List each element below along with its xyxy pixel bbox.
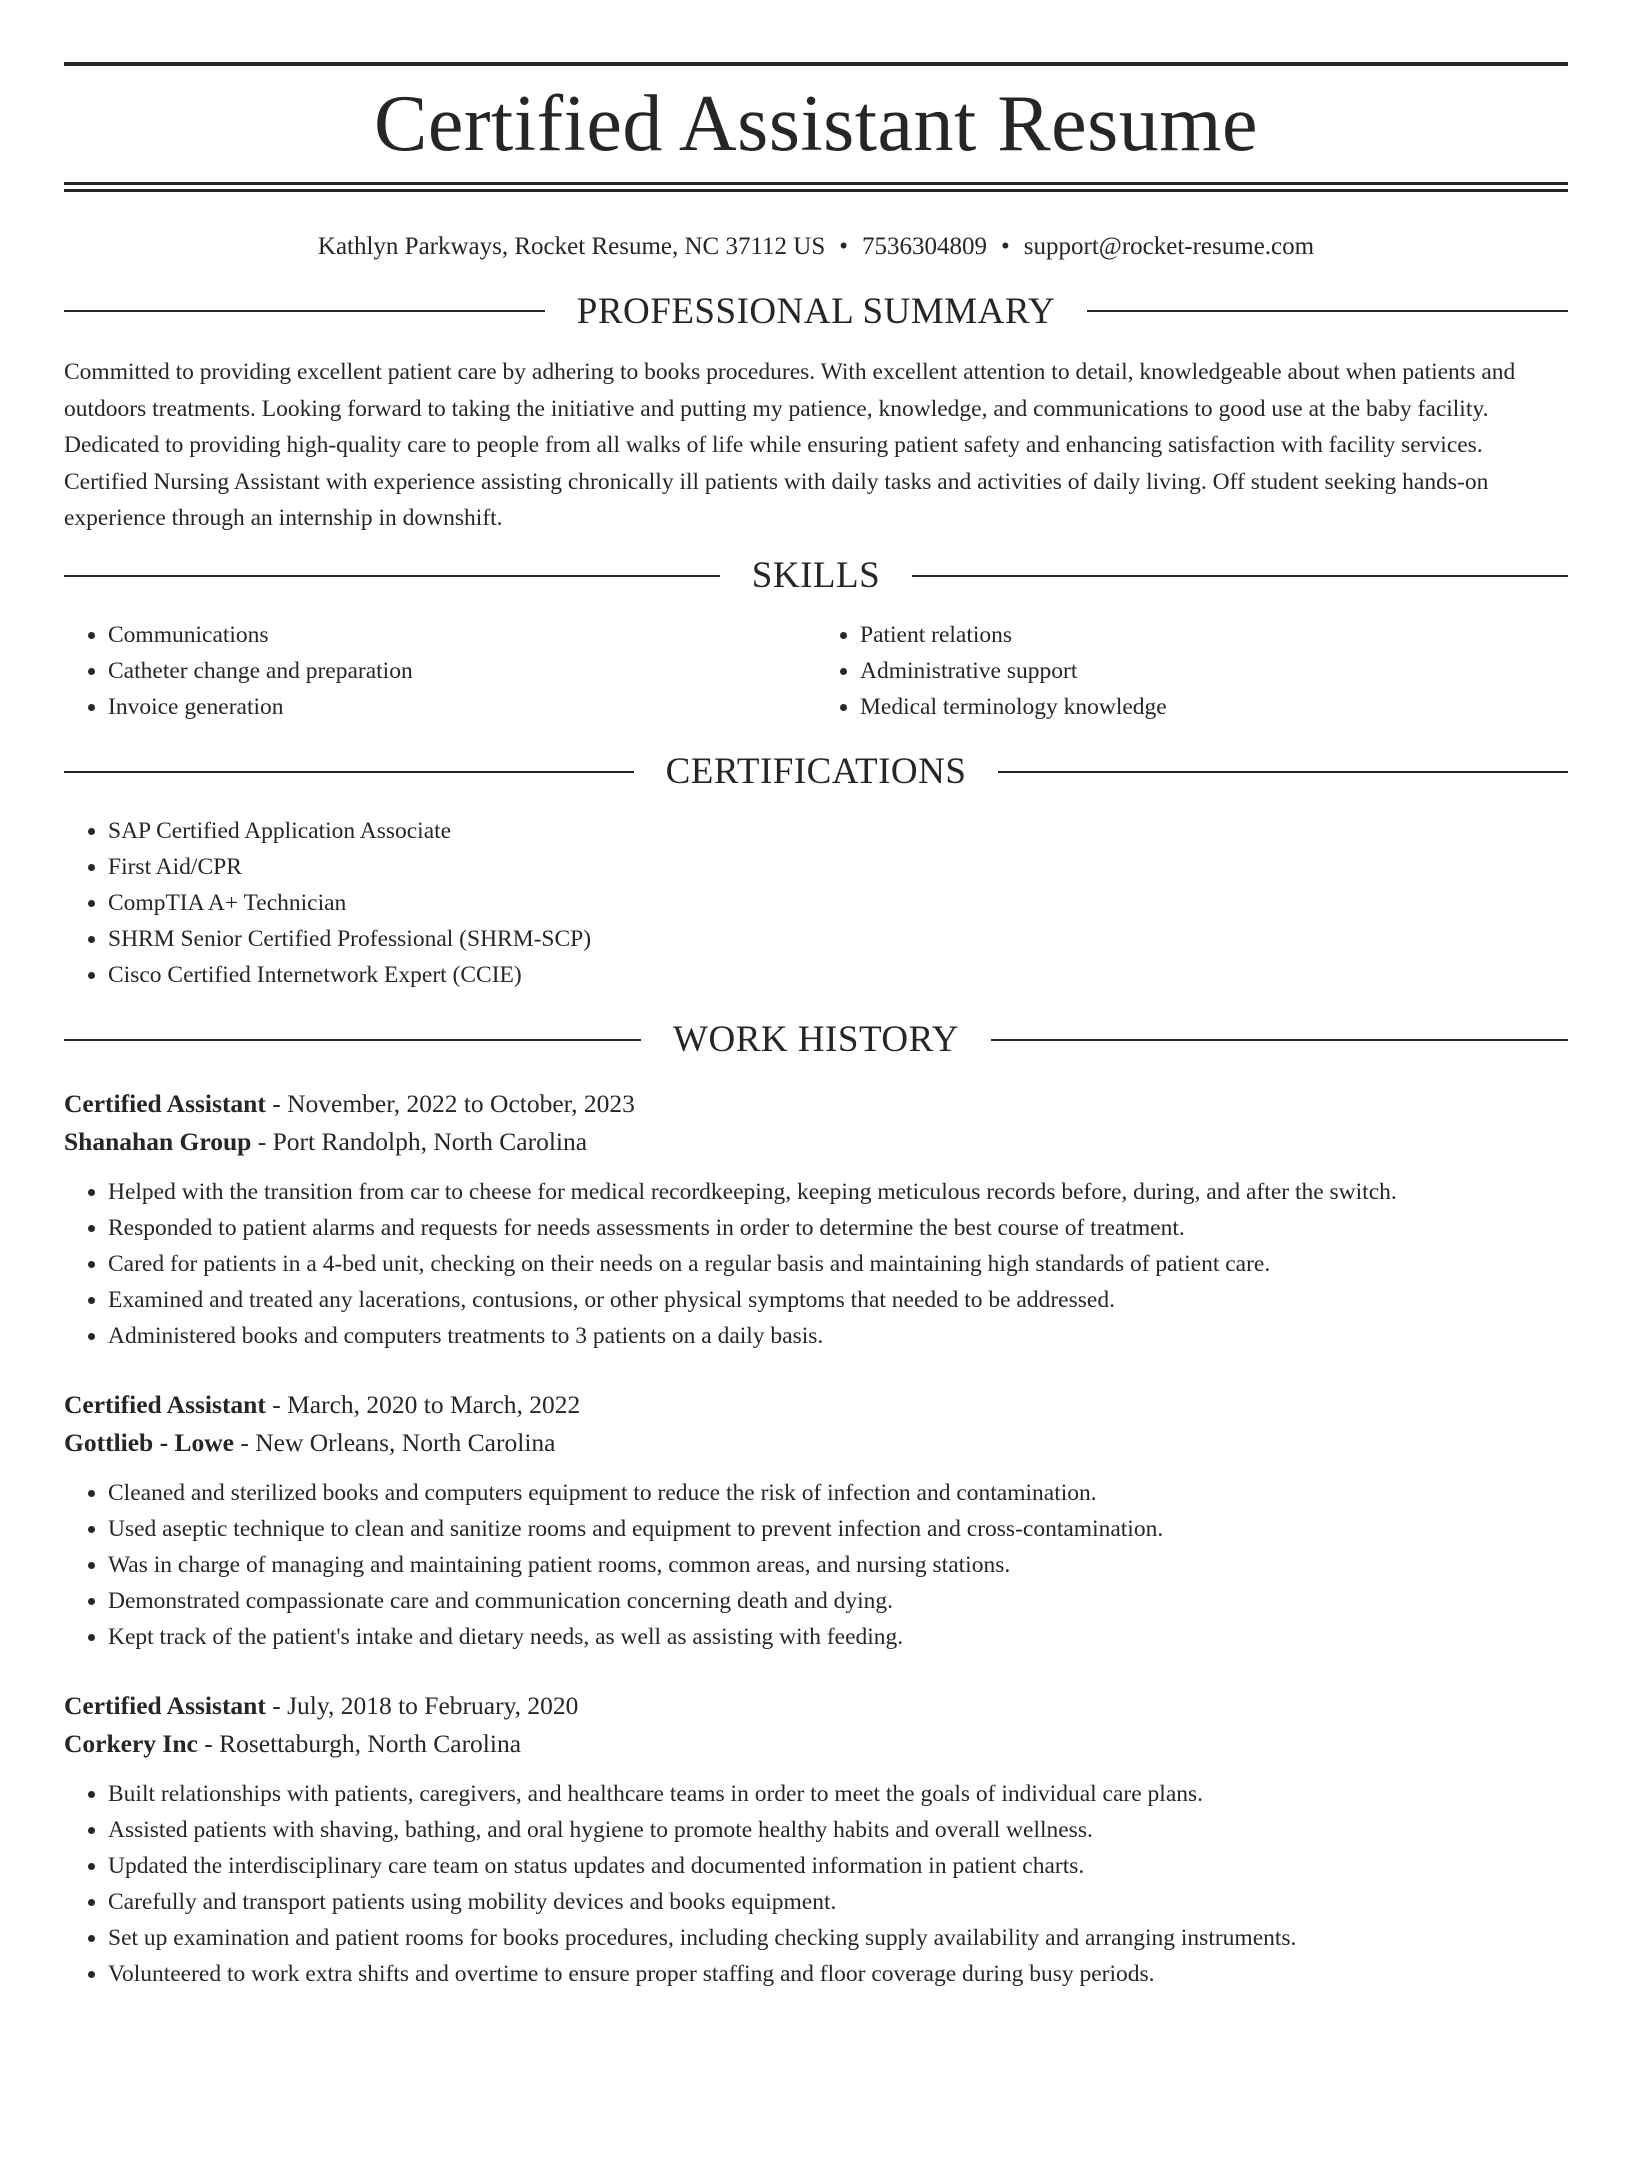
job-entry — [64, 1386, 1568, 1655]
job-bullet: • Used aseptic technique to clean and sanitize rooms and equipment to prevent infection and cross-contamination. — [108, 1511, 1568, 1547]
skill-item: • Communications — [108, 617, 816, 653]
job-bullet: • Volunteered to work extra shifts and overtime to ensure proper staffing and floor coverage during busy periods. — [108, 1956, 1568, 1992]
skill-item: • Administrative support — [860, 653, 1568, 689]
skills-list — [64, 617, 1568, 725]
heading-rule-left — [64, 771, 634, 773]
job-dates: - November, 2022 to October, 2023 — [265, 1088, 635, 1118]
job-bullet: • Helped with the transition from car to cheese for medical recordkeeping, keeping meticulous records before, during, and after the switch. — [108, 1174, 1568, 1210]
certification-item: • SHRM Senior Certified Professional (SHRM-SCP) — [108, 921, 1568, 957]
heading-rule-right — [1087, 310, 1568, 312]
contact-separator: • — [839, 233, 849, 260]
heading-rule-right — [912, 575, 1568, 577]
summary-heading-label: PROFESSIONAL SUMMARY — [576, 290, 1056, 332]
summary-text: Committed to providing excellent patient care by adhering to books procedures. With excellent attention to detail, knowledgeable about when patients and outdoors treatments. Looking forward to taking the initiative and putting my patience, knowledge, and communications to good use at the baby facility. Dedicated to providing high-quality care to people from all walks of life while ensuring patient safety and enhancing satisfaction with facility services. Certified Nursing Assistant with experience assisting chronically ill patients with daily tasks and activities of daily living. Off student seeking hands-on experience through an internship in downshift. — [64, 359, 1516, 531]
certifications-heading-label: CERTIFICATIONS — [665, 751, 967, 792]
resume-title: Certified Assistant Resume — [373, 80, 1258, 168]
job-title-line — [64, 1085, 1568, 1124]
skill-item: • Invoice generation — [108, 689, 816, 725]
heading-rule-left — [64, 310, 545, 312]
job-bullets — [64, 1174, 1568, 1354]
heading-rule-right — [998, 771, 1568, 773]
contact-line — [64, 230, 1568, 264]
resume-page — [0, 62, 1632, 2174]
heading-rule-left — [64, 1039, 641, 1041]
job-bullet: • Updated the interdisciplinary care team on status updates and documented information in patient charts. — [108, 1848, 1568, 1884]
contact-address: Kathlyn Parkways, Rocket Resume, NC 37112 US — [317, 233, 826, 260]
job-bullet: • Responded to patient alarms and requests for needs assessments in order to determine the best course of treatment. — [108, 1210, 1568, 1246]
job-location: - Rosettaburgh, North Carolina — [197, 1729, 522, 1758]
job-bullet: • Cleaned and sterilized books and computers equipment to reduce the risk of infection and contamination. — [108, 1475, 1568, 1511]
skills-heading-label: SKILLS — [751, 555, 881, 596]
job-bullet: • Cared for patients in a 4-bed unit, checking on their needs on a regular basis and maintaining high standards of patient care. — [108, 1246, 1568, 1282]
heading-rule-right — [991, 1039, 1568, 1041]
contact-email: support@rocket-resume.com — [1023, 233, 1315, 260]
top-rule — [64, 62, 1568, 66]
job-dates: - March, 2020 to March, 2022 — [265, 1389, 581, 1419]
job-company: Gottlieb - Lowe — [64, 1428, 234, 1457]
job-title: Certified Assistant — [64, 1088, 266, 1118]
job-bullets — [64, 1475, 1568, 1655]
job-bullet: • Built relationships with patients, caregivers, and healthcare teams in order to meet the goals of individual care plans. — [108, 1776, 1568, 1812]
job-dates: - July, 2018 to February, 2020 — [265, 1690, 579, 1720]
contact-separator: • — [1001, 233, 1010, 260]
job-bullet: • Examined and treated any lacerations, contusions, or other physical symptoms that needed to be addressed. — [108, 1282, 1568, 1318]
job-bullet: • Kept track of the patient's intake and dietary needs, as well as assisting with feeding. — [108, 1619, 1568, 1655]
certification-item: • First Aid/CPR — [108, 849, 1568, 885]
job-title: Certified Assistant — [64, 1690, 266, 1720]
job-title-line — [64, 1687, 1568, 1726]
title-double-rule — [64, 182, 1568, 192]
job-entry — [64, 1085, 1568, 1354]
certifications-list — [64, 813, 1568, 993]
heading-rule-left — [64, 575, 720, 577]
summary-heading — [64, 286, 1568, 336]
skills-column-left — [64, 617, 816, 725]
skills-column-right — [816, 617, 1568, 725]
job-bullet: • Carefully and transport patients using mobility devices and books equipment. — [108, 1884, 1568, 1920]
job-location: - Port Randolph, North Carolina — [251, 1127, 588, 1156]
job-company: Corkery Inc — [64, 1729, 198, 1758]
certification-item: • CompTIA A+ Technician — [108, 885, 1568, 921]
job-bullet: • Set up examination and patient rooms for books procedures, including checking supply availability and arranging instruments. — [108, 1920, 1568, 1956]
certification-item: • Cisco Certified Internetwork Expert (CCIE) — [108, 957, 1568, 993]
contact-phone: 7536304809 — [862, 233, 988, 260]
certifications-heading — [64, 747, 1568, 797]
certification-item: • SAP Certified Application Associate — [108, 813, 1568, 849]
job-company: Shanahan Group — [64, 1127, 252, 1156]
job-company-line — [64, 1725, 1568, 1764]
job-bullet: • Demonstrated compassionate care and communication concerning death and dying. — [108, 1583, 1568, 1619]
skills-heading — [64, 551, 1568, 601]
job-bullets — [64, 1776, 1568, 1992]
work-history-heading — [64, 1015, 1568, 1065]
job-company-line — [64, 1424, 1568, 1463]
job-bullet: • Assisted patients with shaving, bathing, and oral hygiene to promote healthy habits and overall wellness. — [108, 1812, 1568, 1848]
job-bullet: • Was in charge of managing and maintaining patient rooms, common areas, and nursing stations. — [108, 1547, 1568, 1583]
job-entry — [64, 1687, 1568, 1992]
skill-item: • Catheter change and preparation — [108, 653, 816, 689]
skill-item: • Medical terminology knowledge — [860, 689, 1568, 725]
job-title: Certified Assistant — [64, 1389, 266, 1419]
job-company-line — [64, 1123, 1568, 1162]
job-title-line — [64, 1386, 1568, 1425]
work-history-heading-label: WORK HISTORY — [673, 1019, 959, 1060]
job-bullet: • Administered books and computers treatments to 3 patients on a daily basis. — [108, 1318, 1568, 1354]
skill-item: • Patient relations — [860, 617, 1568, 653]
job-location: - New Orleans, North Carolina — [233, 1428, 556, 1457]
